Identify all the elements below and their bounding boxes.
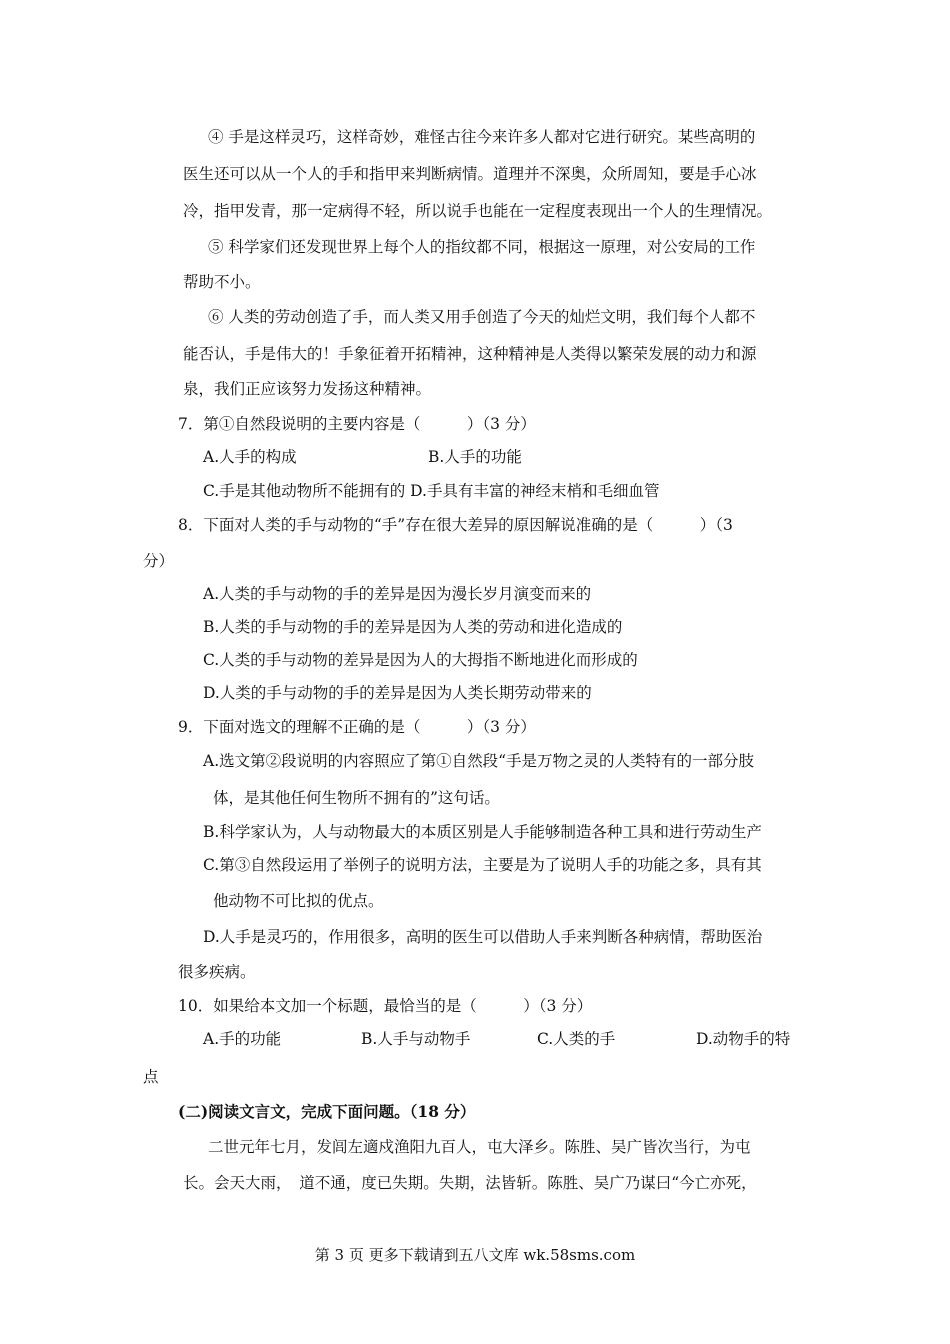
question-10-stem: 10．如果给本文加一个标题，最恰当的是（ ）（3 分） [178,997,593,1015]
paragraph-6-line-2: 能否认，手是伟大的！手象征着开拓精神，这种精神是人类得以繁荣发展的动力和源 [183,345,757,363]
classical-passage-line-2: 长。会天大雨， 道不通，度已失期。失期，法皆斩。陈胜、吴广乃谋曰“今亡亦死， [183,1174,757,1192]
question-8-stem: 8．下面对人类的手与动物的“手”存在很大差异的原因解说准确的是（ ）（3 [178,516,733,534]
paragraph-5-line-1: ⑤ 科学家们还发现世界上每个人的指纹都不同，根据这一原理，对公安局的工作 [208,238,756,256]
question-8-option-b: B.人类的手与动物的手的差异是因为人类的劳动和进化造成的 [203,618,623,636]
paragraph-4-line-3: 冷，指甲发青，那一定病得不轻，所以说手也能在一定程度表现出一个人的生理情况。 [183,202,773,220]
question-9-option-d-line-2: 很多疾病。 [178,963,256,981]
question-9-option-d-line-1: D.人手是灵巧的，作用很多，高明的医生可以借助人手来判断各种病情，帮助医治 [203,928,763,946]
question-10-option-d-cont: 点 [143,1068,159,1086]
question-9-option-c-line-1: C.第③自然段运用了举例子的说明方法，主要是为了说明人手的功能之多，具有其 [203,856,762,874]
paragraph-5-line-2: 帮助不小。 [183,273,261,291]
question-9-stem: 9．下面对选文的理解不正确的是（ ）（3 分） [178,718,536,736]
page-footer: 第 3 页 更多下载请到五八文库 wk.58sms.com [314,1246,636,1264]
question-8-option-c: C.人类的手与动物的差异是因为人的大拇指不断地进化而形成的 [203,651,638,669]
question-7-option-a: A.人手的构成 [203,448,297,466]
question-7-option-cd: C.手是其他动物所不能拥有的 D.手具有丰富的神经末梢和毛细血管 [203,482,660,500]
question-10-option-d: D.动物手的特 [696,1030,791,1048]
question-8-option-d: D.人类的手与动物的手的差异是因为人类长期劳动带来的 [203,684,592,702]
question-9-option-a-line-2: 体，是其他任何生物所不拥有的”这句话。 [213,789,500,807]
question-9-option-b: B.科学家认为，人与动物最大的本质区别是人手能够制造各种工具和进行劳动生产 [203,823,762,841]
classical-passage-line-1: 二世元年七月，发闾左適戍渔阳九百人，屯大泽乡。陈胜、吴广皆次当行，为屯 [208,1138,751,1156]
question-9-option-c-line-2: 他动物不可比拟的优点。 [213,892,384,910]
paragraph-6-line-1: ⑥ 人类的劳动创造了手，而人类又用手创造了今天的灿烂文明，我们每个人都不 [208,308,756,326]
question-7-stem: 7．第①自然段说明的主要内容是（ ）（3 分） [178,415,536,433]
question-7-option-b: B.人手的功能 [428,448,522,466]
question-10-option-a: A.手的功能 [203,1030,282,1048]
paragraph-4-line-2: 医生还可以从一个人的手和指甲来判断病情。道理并不深奥，众所周知，要是手心冰 [183,165,757,183]
section-2-heading: (二)阅读文言文，完成下面问题。（18 分） [178,1102,476,1121]
question-8-option-a: A.人类的手与动物的手的差异是因为漫长岁月演变而来的 [203,585,592,603]
paragraph-4-line-1: ④ 手是这样灵巧，这样奇妙，难怪古往今来许多人都对它进行研究。某些高明的 [208,128,756,146]
question-10-option-c: C.人类的手 [537,1030,616,1048]
question-10-option-b: B.人手与动物手 [361,1030,471,1048]
question-8-stem-cont: 分） [143,552,175,570]
question-9-option-a-line-1: A.选文第②段说明的内容照应了第①自然段“手是万物之灵的人类特有的一部分肢 [203,752,755,770]
paragraph-6-line-3: 泉，我们正应该努力发扬这种精神。 [183,380,432,398]
